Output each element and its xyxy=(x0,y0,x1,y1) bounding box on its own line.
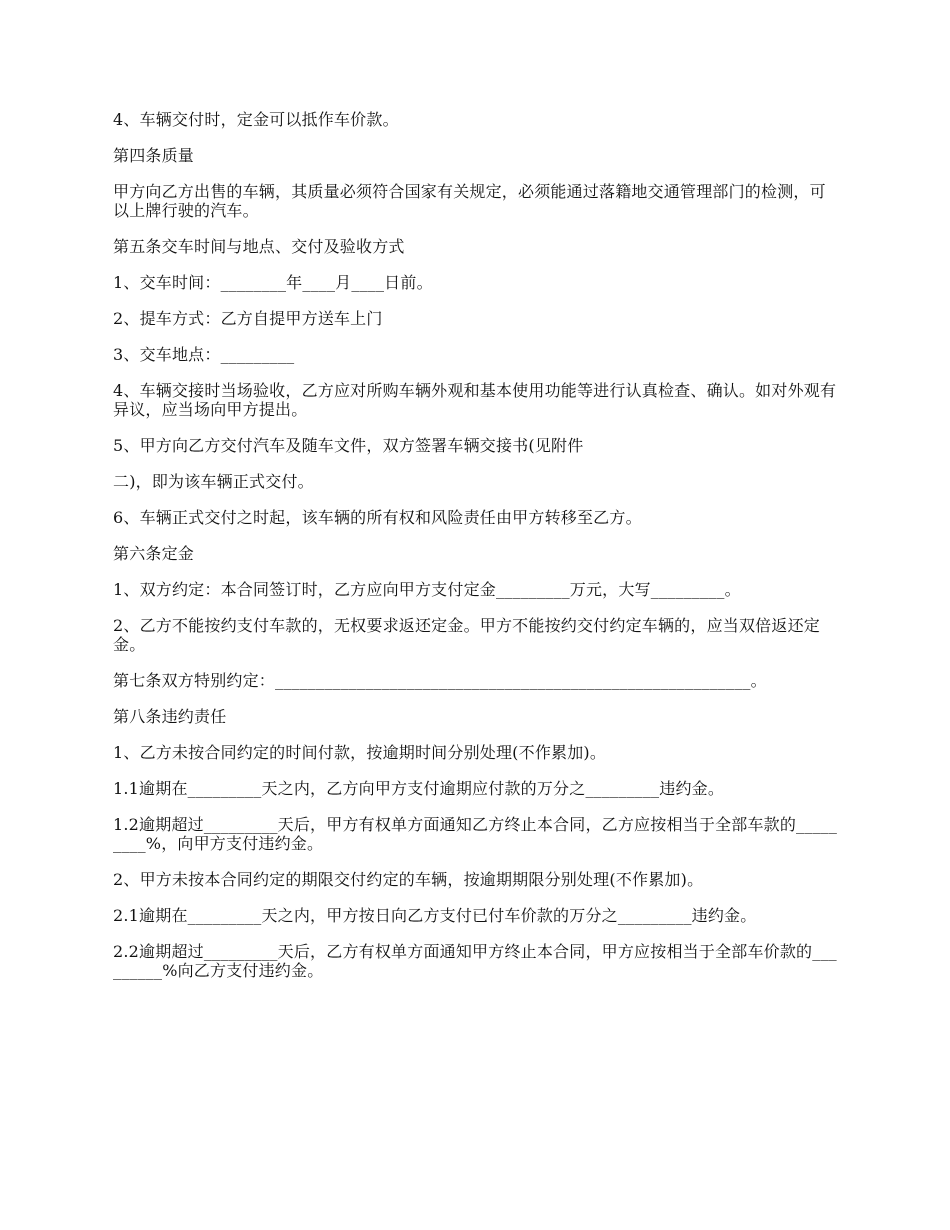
clause-4-deposit-offset: 4、车辆交付时，定金可以抵作车价款。 xyxy=(113,110,399,129)
article-8-heading: 第八条违约责任 xyxy=(113,707,227,726)
seller-late-delivery: 2、甲方未按本合同约定的期限交付约定的车辆，按逾期期限分别处理(不作累加)。 xyxy=(113,870,704,889)
article-5-heading: 第五条交车时间与地点、交付及验收方式 xyxy=(113,237,405,256)
document-page xyxy=(113,110,841,997)
buyer-late-payment: 1、乙方未按合同约定的时间付款，按逾期时间分别处理(不作累加)。 xyxy=(113,743,607,762)
delivery-time: 1、交车时间：________年____月____日前。 xyxy=(113,273,433,292)
delivery-location: 3、交车地点：_________ xyxy=(113,345,295,364)
article-4-quality-text: 甲方向乙方出售的车辆，其质量必须符合国家有关规定，必须能通过落籍地交通管理部门的检测，可以上牌行驶的汽车。 xyxy=(113,182,826,220)
ownership-transfer: 6、车辆正式交付之时起，该车辆的所有权和风险责任由甲方转移至乙方。 xyxy=(113,508,642,527)
article-7-special-agreement: 第七条双方特别约定：__________________________________________________________。 xyxy=(113,671,767,690)
handover-documents-continued: 二)，即为该车辆正式交付。 xyxy=(113,472,314,491)
deposit-agreement: 1、双方约定：本合同签订时，乙方应向甲方支付定金_________万元，大写_________。 xyxy=(113,580,741,599)
clause-2-2: 2.2逾期超过_________天后，乙方有权单方面通知甲方终止本合同，甲方应按相当于全部车价款的_________%向乙方支付违约金。 xyxy=(113,942,837,980)
pickup-method: 2、提车方式：乙方自提甲方送车上门 xyxy=(113,309,383,328)
article-4-heading: 第四条质量 xyxy=(113,146,195,165)
clause-2-1: 2.1逾期在_________天之内，甲方按日向乙方支付已付车价款的万分之_________违约金。 xyxy=(113,906,757,925)
article-6-heading: 第六条定金 xyxy=(113,544,195,563)
deposit-refund-clause: 2、乙方不能按约支付车款的，无权要求返还定金。甲方不能按约交付约定车辆的，应当双倍返还定金。 xyxy=(113,616,820,654)
clause-1-2: 1.2逾期超过_________天后，甲方有权单方面通知乙方终止本合同，乙方应按相当于全部车款的_________%，向甲方支付违约金。 xyxy=(113,815,838,853)
clause-1-1: 1.1逾期在_________天之内，乙方向甲方支付逾期应付款的万分之_________违约金。 xyxy=(113,779,725,798)
inspection-clause: 4、车辆交接时当场验收，乙方应对所购车辆外观和基本使用功能等进行认真检查、确认。如对外观有异议，应当场向甲方提出。 xyxy=(113,381,837,419)
handover-documents: 5、甲方向乙方交付汽车及随车文件，双方签署车辆交接书(见附件 xyxy=(113,436,584,455)
